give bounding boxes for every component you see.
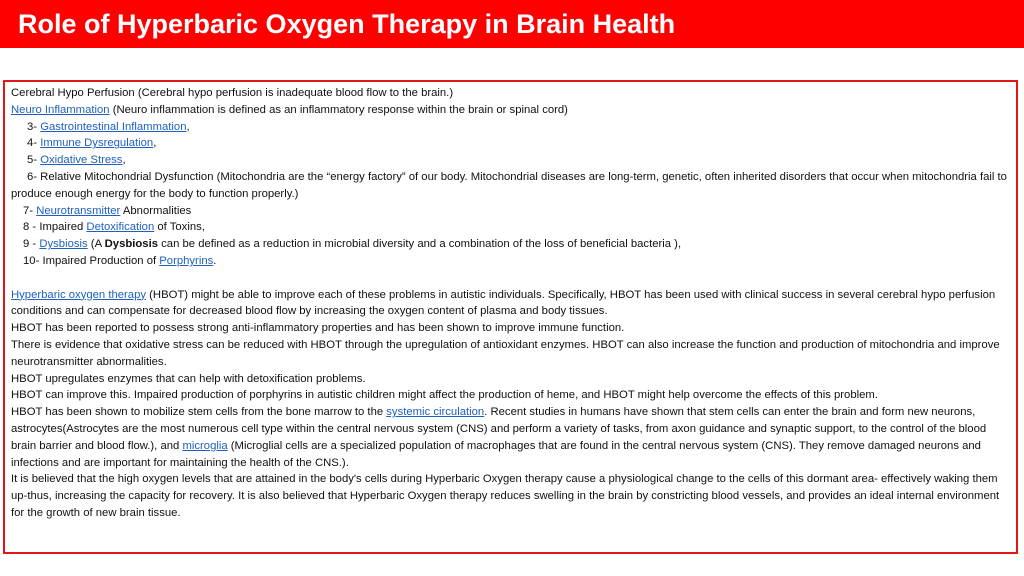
list-item-10-punct: . — [213, 254, 217, 267]
list-item-7-number: 7- — [23, 204, 37, 217]
paragraph-hbot-intro — [11, 287, 1010, 321]
list-item-5-number: 5- — [27, 154, 41, 167]
list-item-4-punct: , — [153, 137, 157, 150]
neurotransmitter-link[interactable]: Neurotransmitter — [36, 204, 121, 217]
list-item-8-text: 8 - Impaired — [23, 221, 87, 234]
paragraph-oxidative-stress: There is evidence that oxidative stress can be reduced with HBOT through the upregulation of antioxidant enzymes. HBOT can also increase the function and production of mitochondria and improve neurotransmitter abnormalities. — [11, 338, 1000, 368]
list-item-9-text: can be defined as a reduction in microbial diversity and a combination of the loss of beneficial bacteria ), — [158, 238, 682, 251]
paragraph-hbot-intro-text: (HBOT) might be able to improve each of these problems in autistic individuals. Specifically, HBOT has been used with clinical success in several cerebral hypo perfusion conditions and can compensate for decreased blood flow by increasing the oxygen content of plasma and body tissues. — [11, 288, 996, 318]
list-item-2 — [11, 102, 1010, 119]
oxidative-stress-link[interactable]: Oxidative Stress — [40, 154, 123, 167]
list-item-1 — [11, 85, 1010, 102]
paragraph-porphyrins: HBOT can improve this. Impaired production of porphyrins in autistic children might affect the production of heme, and HBOT might help overcome the effects of this problem. — [11, 389, 878, 402]
list-item-10-text: 10- Impaired Production of — [23, 254, 160, 267]
list-item-3-number: 3- — [27, 120, 41, 133]
paragraph-spacer — [11, 270, 1010, 287]
list-item-9 — [11, 236, 1010, 253]
immune-dysregulation-link[interactable]: Immune Dysregulation — [40, 137, 154, 150]
list-item-8 — [11, 219, 1010, 236]
list-item-8-suffix: of Toxins, — [154, 221, 205, 234]
list-item-9-mid: (A — [87, 238, 105, 251]
paragraph-stem-cells-text-3: (Microglial cells are a specialized population of macrophages that are found in the central nervous system (CNS). They remove damaged neurons and infections and are important for maintaining the health of the CNS.). — [11, 439, 981, 469]
list-item-6 — [11, 169, 1010, 203]
list-item-5-punct: , — [122, 154, 126, 167]
detoxification-link[interactable]: Detoxification — [86, 221, 155, 234]
list-item-1-text: Cerebral Hypo Perfusion (Cerebral hypo perfusion is inadequate blood flow to the brain.) — [11, 87, 454, 99]
list-item-5 — [11, 152, 1010, 169]
slide-title: Role of Hyperbaric Oxygen Therapy in Brain Health — [18, 9, 676, 39]
list-item-4-number: 4- — [27, 137, 41, 150]
microglia-link[interactable]: microglia — [182, 439, 228, 452]
paragraph-detoxification: HBOT upregulates enzymes that can help with detoxification problems. — [11, 372, 366, 385]
list-item-9-number: 9 - — [23, 238, 40, 251]
paragraph-stem-cells-text-2: . Recent studies in humans have shown that stem cells can enter the brain and form new neurons, astrocytes(Astrocytes are the most numerous cell type within the central nervous system (CNS) and perform a variety of tasks, from axon guidance and synaptic support, to the control of the blood brain barrier and blood flow.), and — [11, 406, 987, 452]
systemic-circulation-link[interactable]: systemic circulation — [386, 406, 485, 419]
dysbiosis-link[interactable]: Dysbiosis — [39, 238, 88, 251]
paragraph-oxygen-levels: It is believed that the high oxygen levels that are attained in the body's cells during Hyperbaric Oxygen therapy cause a physiological change to the cells of this dormant area- effectively waking them up-thus, increasing the capacity for recovery. It is also believed that Hyperbaric Oxygen therapy reduces swelling in the brain by constricting blood vessels, and provides an ideal internal environment for the growth of new brain tissue. — [11, 473, 1000, 519]
list-item-3-punct: , — [186, 120, 190, 133]
list-item-6-text: 6- Relative Mitochondrial Dysfunction (Mitochondria are the “energy factory” of our body. Mitochondrial diseases are long-term, genetic, often inherited disorders that occur when mitochondria fail to produce enough energy for the body to function properly.) — [11, 170, 1007, 200]
list-item-2-text: (Neuro inflammation is defined as an inflammatory response within the brain or spinal cord) — [109, 103, 568, 116]
paragraph-stem-cells-text-1: HBOT has been shown to mobilize stem cells from the bone marrow to the — [11, 406, 387, 419]
hyperbaric-oxygen-therapy-link[interactable]: Hyperbaric oxygen therapy — [11, 288, 147, 301]
list-item-3 — [11, 119, 1010, 136]
gastrointestinal-inflammation-link[interactable]: Gastrointestinal Inflammation — [40, 120, 187, 133]
neuro-inflammation-link[interactable]: Neuro Inflammation — [11, 103, 110, 116]
title-bar — [0, 0, 1024, 48]
paragraph-anti-inflammatory: HBOT has been reported to possess strong anti-inflammatory properties and has been shown to improve immune function. — [11, 322, 625, 335]
content-box — [3, 80, 1018, 554]
list-item-4 — [11, 135, 1010, 152]
list-item-7-text: Abnormalities — [120, 204, 192, 217]
porphyrins-link[interactable]: Porphyrins — [159, 254, 214, 267]
paragraph-stem-cells — [11, 404, 1010, 471]
list-item-10 — [11, 253, 1010, 270]
dysbiosis-bold-term: Dysbiosis — [104, 238, 158, 251]
list-item-7 — [11, 203, 1010, 220]
